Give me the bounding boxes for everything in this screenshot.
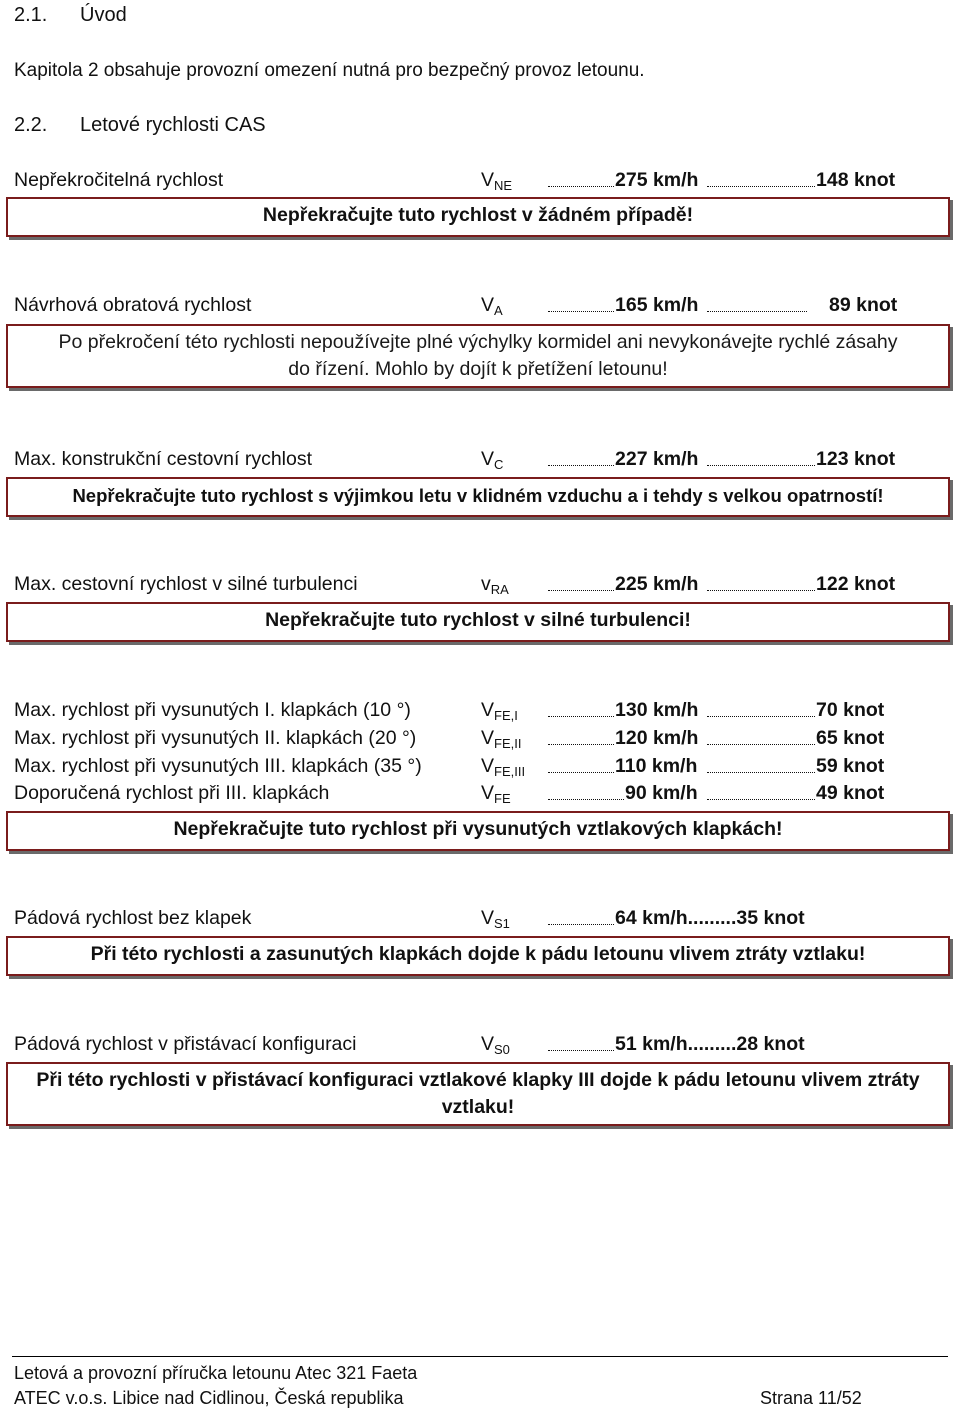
section-number: 2.1. [14, 4, 48, 26]
speed-value: 64 km/h.........35 knot [615, 907, 805, 929]
speed-symbol: $V_C$ [481, 448, 504, 472]
warning-box-vne [6, 197, 950, 237]
speed-row-vc [14, 448, 944, 474]
speed-label: Pádová rychlost v přistávací konfiguraci [14, 1033, 357, 1055]
section-heading-speeds [14, 114, 414, 140]
speed-kmh: 225 km/h [615, 573, 699, 595]
speed-label: Doporučená rychlost při III. klapkách [14, 782, 330, 804]
speed-kmh: 275 km/h [615, 169, 699, 191]
leader-dots [548, 590, 614, 591]
speed-symbol: $V_{S1}$ [481, 907, 510, 931]
leader-dots [548, 1050, 614, 1051]
speed-knot: 70 knot [816, 699, 885, 721]
speed-label: Návrhová obratová rychlost [14, 294, 252, 316]
warning-box-vs1 [6, 936, 950, 976]
footer-divider [12, 1356, 948, 1357]
warning-text: Nepřekračujte tuto rychlost v silné turbulenci! [265, 609, 691, 631]
intro-paragraph: Kapitola 2 obsahuje provozní omezení nutná pro bezpečný provoz letounu. [14, 60, 645, 81]
warning-box-va [6, 324, 950, 388]
speed-kmh: 165 km/h [615, 294, 699, 316]
leader-dots [707, 772, 815, 773]
speed-label: Max. cestovní rychlost v silné turbulenci [14, 573, 358, 595]
speed-kmh: 110 km/h [615, 755, 698, 777]
warning-box-vc [6, 477, 950, 517]
speed-symbol: $V_{S0}$ [481, 1033, 510, 1057]
leader-dots [707, 186, 815, 187]
speed-row-vfe3 [14, 755, 944, 781]
speed-row-vra [14, 573, 944, 599]
speed-symbol: $V_{FE}$ [481, 782, 511, 806]
section-title: Letové rychlosti CAS [80, 114, 266, 136]
speed-label: Pádová rychlost bez klapek [14, 907, 252, 929]
warning-text: Při této rychlosti v přistávací konfiguraci vztlakové klapky III dojde k pádu letounu vlivem ztráty [36, 1069, 920, 1091]
speed-value: 51 km/h.........28 knot [615, 1033, 805, 1055]
speed-kmh: 120 km/h [615, 727, 699, 749]
leader-dots [548, 716, 614, 717]
speed-row-vfe [14, 782, 944, 808]
leader-dots [548, 186, 614, 187]
speed-knot: 65 knot [816, 727, 885, 749]
speed-row-vs0 [14, 1033, 944, 1059]
footer-title: Letová a provozní příručka letounu Atec 321 Faeta [14, 1363, 418, 1383]
speed-label: Max. konstrukční cestovní rychlost [14, 448, 313, 470]
leader-dots [548, 772, 614, 773]
section-number: 2.2. [14, 114, 48, 136]
speed-label: Max. rychlost při vysunutých II. klapkách (20 °) [14, 727, 417, 749]
speed-symbol: $V_{FE,I}$ [481, 699, 518, 723]
warning-text: Nepřekračujte tuto rychlost v žádném případě! [262, 204, 694, 226]
speed-knot: 49 knot [816, 782, 885, 804]
speed-kmh: 130 km/h [615, 699, 699, 721]
speed-knot: 59 knot [816, 755, 885, 777]
leader-dots [707, 744, 815, 745]
leader-dots [707, 716, 815, 717]
leader-dots [548, 924, 614, 925]
speed-row-vfe1 [14, 699, 944, 725]
leader-dots [548, 311, 614, 312]
speed-kmh: 90 km/h [625, 782, 698, 804]
speed-knot: 123 knot [816, 448, 896, 470]
speed-symbol: $V_{NE}$ [481, 169, 513, 193]
speed-row-vs1 [14, 907, 944, 933]
section-title: Úvod [80, 4, 127, 26]
leader-dots [548, 744, 614, 745]
speed-label: Max. rychlost při vysunutých I. klapkách (10 °) [14, 699, 411, 721]
leader-dots [707, 311, 807, 312]
page-number: Strana 11/52 [760, 1388, 862, 1408]
warning-box-vs0 [6, 1062, 950, 1126]
speed-row-va [14, 294, 944, 320]
warning-text: vztlaku! [441, 1096, 515, 1118]
warning-text: Po překročení této rychlosti nepoužívejte plné výchylky kormidel ani nevykonávejte rychlé zásahy [58, 331, 898, 353]
speed-row-vfe2 [14, 727, 944, 753]
leader-dots [548, 465, 614, 466]
warning-box-flaps [6, 811, 950, 851]
speed-kmh: 227 km/h [615, 448, 699, 470]
warning-text: Nepřekračujte tuto rychlost s výjimkou letu v klidném vzduchu a i tehdy s velkou opatrností! [72, 485, 884, 506]
speed-knot: 148 knot [816, 169, 896, 191]
speed-symbol: $V_{FE,III}$ [481, 755, 526, 779]
warning-text: Nepřekračujte tuto rychlost při vysunutých vztlakových klapkách! [173, 818, 783, 840]
speed-knot: 122 knot [816, 573, 896, 595]
speed-symbol: $V_A$ [481, 294, 503, 318]
section-heading-intro [14, 4, 314, 30]
leader-dots [707, 465, 815, 466]
warning-text: Při této rychlosti a zasunutých klapkách dojde k pádu letounu vlivem ztráty vztlaku! [90, 943, 866, 965]
leader-dots [548, 799, 624, 800]
speed-symbol: $V_{FE,II}$ [481, 727, 522, 751]
leader-dots [707, 590, 815, 591]
leader-dots [707, 799, 815, 800]
speed-label: Nepřekročitelná rychlost [14, 169, 224, 191]
footer-company: ATEC v.o.s. Libice nad Cidlinou, Česká republika [14, 1388, 404, 1408]
speed-label: Max. rychlost při vysunutých III. klapkách (35 °) [14, 755, 422, 777]
warning-text: do řízení. Mohlo by dojít k přetížení letounu! [288, 358, 668, 380]
warning-box-vra [6, 602, 950, 642]
speed-row-vne [14, 169, 944, 195]
speed-symbol: $v_{RA}$ [481, 573, 509, 597]
speed-knot: 89 knot [829, 294, 898, 316]
